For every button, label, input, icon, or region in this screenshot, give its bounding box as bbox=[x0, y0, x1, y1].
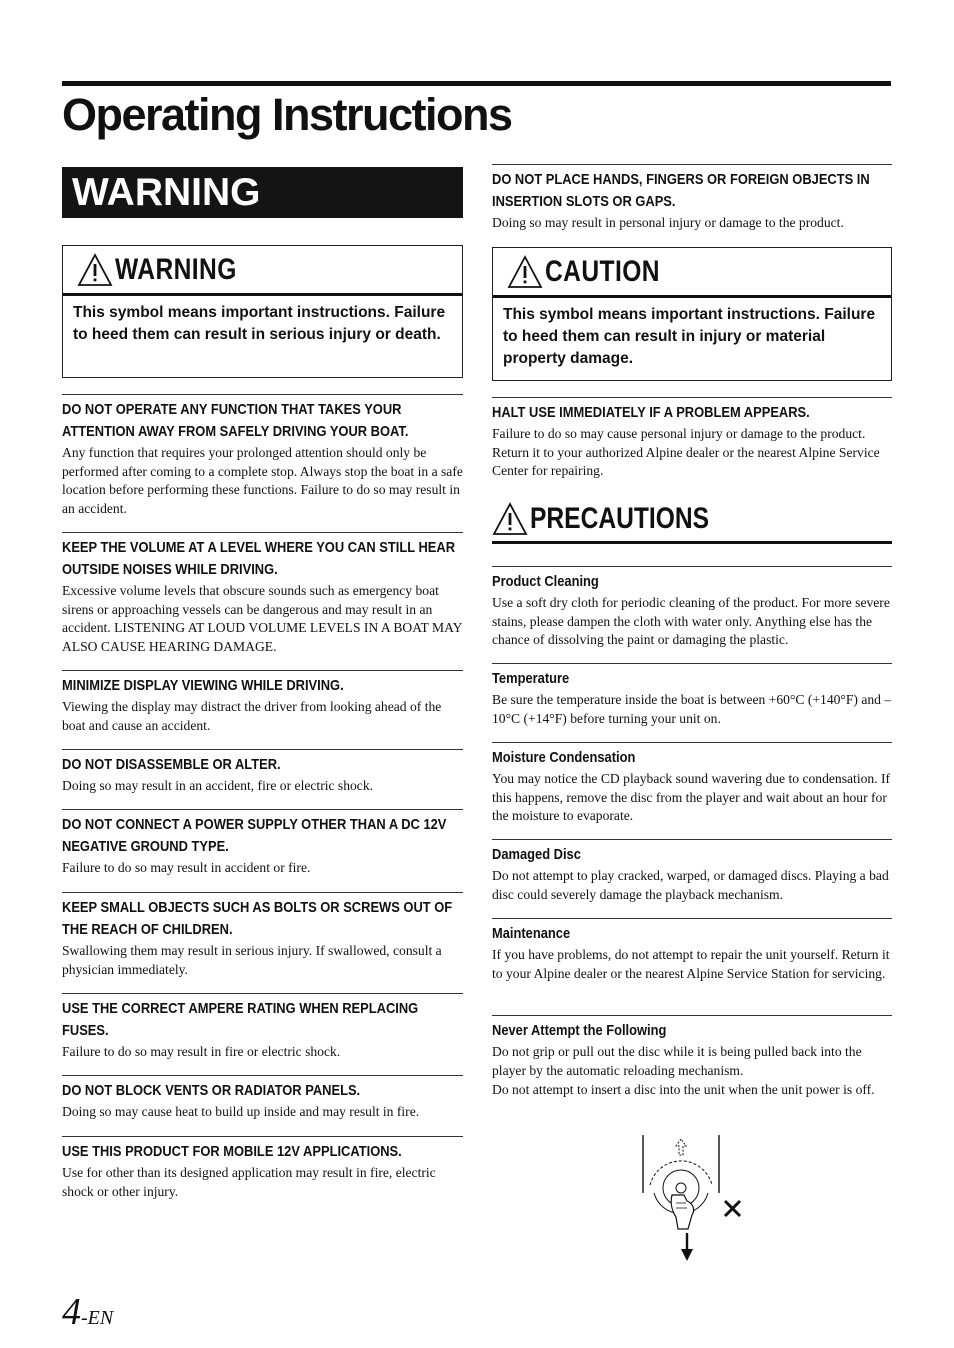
precaution-item-body: Be sure the temperature inside the boat is between +60°C (+140°F) and –10°C (+14°F) before turning your unit on. bbox=[492, 692, 892, 726]
warning-item-body: Viewing the display may distract the driver from looking ahead of the boat and cause an accident. bbox=[62, 699, 442, 733]
precaution-item bbox=[492, 839, 892, 904]
warning-item-head: DO NOT BLOCK VENTS OR RADIATOR PANELS. bbox=[62, 1082, 361, 1099]
warning-item-body: Doing so may cause heat to build up inside and may result in fire. bbox=[62, 1104, 420, 1119]
warning-item-head: USE THE CORRECT AMPERE RATING WHEN REPLACING FUSES. bbox=[62, 1000, 419, 1039]
warning-symbol-word: WARNING bbox=[115, 252, 237, 286]
warning-item-body: Swallowing them may result in serious injury. If swallowed, consult a physician immediately. bbox=[62, 943, 442, 977]
warning-item-body: Use for other than its designed application may result in fire, electric shock or other injury. bbox=[62, 1165, 436, 1199]
warning-item bbox=[62, 394, 463, 518]
warning-item-head: USE THIS PRODUCT FOR MOBILE 12V APPLICATIONS. bbox=[62, 1143, 402, 1160]
page-number bbox=[62, 1290, 113, 1334]
warning-item bbox=[492, 164, 892, 233]
warning-item bbox=[62, 892, 463, 979]
warning-item bbox=[62, 749, 463, 796]
precaution-item bbox=[492, 1015, 892, 1100]
warning-symbol-box bbox=[62, 245, 463, 378]
precaution-item-head: Product Cleaning bbox=[492, 573, 599, 590]
caution-symbol-box bbox=[492, 247, 892, 381]
precaution-item-body: If you have problems, do not attempt to repair the unit yourself. Return it to your Alpine dealer or the nearest Alpine Service Station for servicing. bbox=[492, 947, 890, 981]
precaution-item-head: Maintenance bbox=[492, 925, 571, 942]
caution-symbol-word: CAUTION bbox=[545, 254, 660, 288]
warning-item-head: KEEP SMALL OBJECTS SUCH AS BOLTS OR SCREWS OUT OF THE REACH OF CHILDREN. bbox=[62, 899, 453, 938]
caution-item-body: Failure to do so may cause personal injury or damage to the product. Return it to your authorized Alpine dealer or the nearest Alpine Service Center for repairing. bbox=[492, 426, 880, 478]
warning-item-head: DO NOT DISASSEMBLE OR ALTER. bbox=[62, 756, 281, 773]
disc-pull-prohibited-icon bbox=[640, 1133, 750, 1265]
precaution-item-body: Do not attempt to play cracked, warped, or damaged discs. Playing a bad disc could severely damage the playback mechanism. bbox=[492, 868, 889, 902]
warning-triangle-icon bbox=[492, 502, 528, 536]
page-number-suffix: -EN bbox=[81, 1307, 114, 1329]
warning-triangle-icon bbox=[77, 253, 113, 287]
precaution-item-head: Moisture Condensation bbox=[492, 749, 636, 766]
warning-item bbox=[62, 809, 463, 878]
warning-item-head: MINIMIZE DISPLAY VIEWING WHILE DRIVING. bbox=[62, 677, 344, 694]
precautions-header bbox=[492, 496, 892, 544]
precaution-item-body-2: Do not attempt to insert a disc into the unit when the unit power is off. bbox=[492, 1082, 875, 1097]
warning-item-body: Doing so may result in personal injury or damage to the product. bbox=[492, 215, 844, 230]
top-rule bbox=[62, 81, 891, 86]
caution-item-head: HALT USE IMMEDIATELY IF A PROBLEM APPEARS. bbox=[492, 404, 810, 421]
precautions-word: PRECAUTIONS bbox=[530, 501, 710, 535]
warning-item bbox=[62, 993, 463, 1062]
warning-item-head: DO NOT PLACE HANDS, FINGERS OR FOREIGN OBJECTS IN INSERTION SLOTS OR GAPS. bbox=[492, 171, 870, 210]
warning-item-head: KEEP THE VOLUME AT A LEVEL WHERE YOU CAN STILL HEAR OUTSIDE NOISES WHILE DRIVING. bbox=[62, 539, 456, 578]
precaution-item-head: Never Attempt the Following bbox=[492, 1022, 667, 1039]
warning-item-body: Excessive volume levels that obscure sounds such as emergency boat sirens or approaching vessels can be dangerous and may result in an accident. LISTENING AT LOUD VOLUME LEVELS IN A BOAT MAY ALSO CAUSE HEARING DAMAGE. bbox=[62, 583, 462, 654]
precaution-item-head: Damaged Disc bbox=[492, 846, 581, 863]
caution-symbol-header bbox=[493, 248, 891, 298]
precaution-item-body: Use a soft dry cloth for periodic cleaning of the product. For more severe stains, please dampen the cloth with water only. Anything else has the chance of dissolving the paint or damaging the plastic. bbox=[492, 595, 890, 647]
warning-item bbox=[62, 532, 463, 656]
page-number-digit: 4 bbox=[62, 1291, 81, 1333]
warning-item bbox=[62, 1136, 463, 1201]
warning-item-body: Doing so may result in an accident, fire or electric shock. bbox=[62, 778, 374, 793]
precaution-item-body: You may notice the CD playback sound wavering due to condensation. If this happens, remove the disc from the player and wait about an hour for the moisture to evaporate. bbox=[492, 771, 891, 823]
precaution-item-body: Do not grip or pull out the disc while it is being pulled back into the player by the automatic reloading mechanism. bbox=[492, 1044, 862, 1078]
warning-triangle-icon bbox=[507, 255, 543, 289]
warning-item bbox=[62, 670, 463, 735]
warning-banner: WARNING bbox=[62, 167, 463, 218]
warning-item-head: DO NOT OPERATE ANY FUNCTION THAT TAKES YOUR ATTENTION AWAY FROM SAFELY DRIVING YOUR BOAT. bbox=[62, 401, 409, 440]
precaution-item bbox=[492, 566, 892, 650]
precaution-item-head: Temperature bbox=[492, 670, 570, 687]
precaution-item bbox=[492, 663, 892, 728]
warning-item-body: Failure to do so may result in accident or fire. bbox=[62, 860, 311, 875]
warning-symbol-header bbox=[63, 246, 462, 296]
page-title: Operating Instructions bbox=[62, 89, 512, 140]
precaution-item bbox=[492, 742, 892, 826]
caution-item bbox=[492, 397, 892, 481]
precaution-item bbox=[492, 918, 892, 983]
warning-item bbox=[62, 1075, 463, 1122]
warning-symbol-text: This symbol means important instructions. Failure to heed them can result in serious injury or death. bbox=[73, 304, 446, 343]
warning-item-body: Any function that requires your prolonged attention should only be performed after coming to a complete stop. Always stop the boat in a safe location before performing these functions. Failure to do so may result in an accident. bbox=[62, 445, 463, 516]
warning-item-body: Failure to do so may result in fire or electric shock. bbox=[62, 1044, 341, 1059]
warning-item-head: DO NOT CONNECT A POWER SUPPLY OTHER THAN A DC 12V NEGATIVE GROUND TYPE. bbox=[62, 816, 447, 855]
caution-symbol-text: This symbol means important instructions. Failure to heed them can result in injury or material property damage. bbox=[503, 306, 876, 367]
